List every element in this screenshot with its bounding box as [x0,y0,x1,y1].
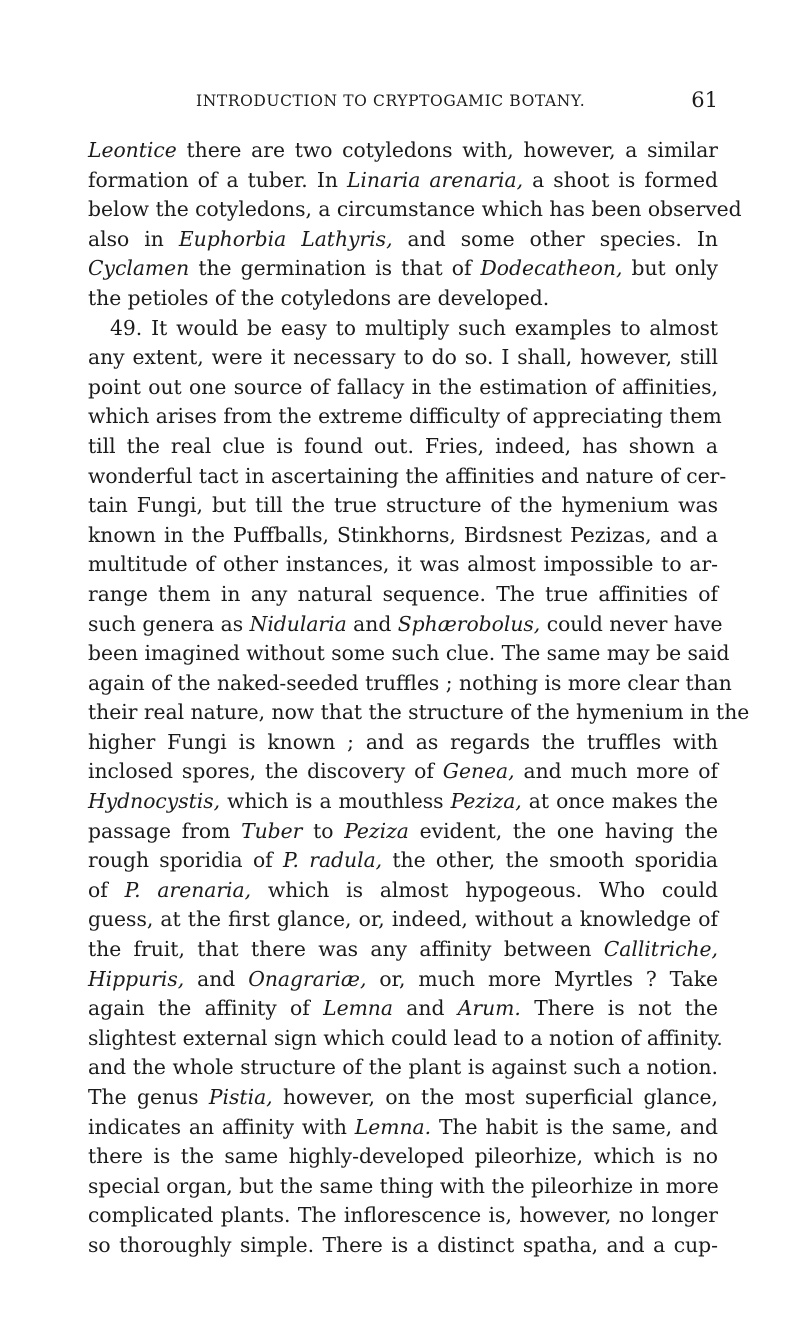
italic-term: P. arenaria, [124,877,252,902]
text-segment: known in the Puffballs, Stinkhorns, Birdsnest Pezizas, and a [88,522,718,547]
text-line [88,610,723,640]
text-segment: slightest external sign which could lead to a notion of affinity. [88,1025,723,1050]
text-segment: again the affinity of [88,996,324,1021]
text-segment: The habit is the same, and [431,1114,718,1139]
text-line [88,669,732,699]
text-segment: inclosed spores, the discovery of [88,759,443,784]
text-line [88,491,718,521]
text-segment: The genus [88,1085,209,1109]
italic-term: Linaria arenaria, [346,167,524,192]
text-line [88,550,718,580]
text-line [88,1113,718,1143]
text-segment: evident, the one having the [408,818,718,843]
italic-term: Tuber [241,818,303,843]
text-segment: the other, the smooth sporidia [382,848,718,873]
text-segment: so thoroughly simple. There is a distinct spatha, and a cup- [88,1232,718,1257]
text-line [88,817,718,847]
text-line [88,195,742,225]
text-segment: and [392,996,458,1021]
text-segment: at once makes the [521,789,718,814]
italic-term: Hippuris, [88,966,185,991]
text-line [88,225,718,255]
text-segment: multitude of other instances, it was almost impossible to ar- [88,552,718,577]
italic-term: Callitriche, [603,937,718,962]
text-segment: higher Fungi is known ; and as regards the truffles with [88,729,718,754]
italic-term: Pistia, [208,1085,273,1109]
text-segment: formation of a tuber. In [88,167,347,192]
text-segment: till the real clue is found out. Fries, indeed, has shown a [88,433,718,458]
text-segment: a shoot is formed [523,167,718,192]
text-line [88,254,718,284]
text-line [88,728,718,758]
text-segment: the petioles of the cotyledons are developed. [88,285,550,310]
text-segment: There is not the [520,996,718,1021]
text-segment: been imagined without some such clue. The same may be said [88,641,730,666]
text-segment: which arises from the extreme difficulty of appreciating them [88,404,722,429]
text-line [88,284,718,314]
text-line [88,314,718,344]
italic-term: Arum. [457,996,521,1021]
text-segment: again of the naked-seeded truffles ; nothing is more clear than [88,670,732,695]
italic-term: Sphærobolus, [397,611,541,636]
text-line [88,698,750,728]
running-title: INTRODUCTION TO CRYPTOGAMIC BOTANY. [196,92,586,110]
text-line [88,1172,718,1202]
text-segment: could never have [540,611,723,636]
text-line [88,343,718,373]
text-line [88,166,718,196]
text-segment: there is the same highly-developed pileorhize, which is no [88,1144,718,1169]
text-segment: any extent, were it necessary to do so. I shall, however, still [88,345,718,370]
italic-term: Peziza [344,818,409,843]
text-line [88,787,718,817]
text-segment: and [184,966,249,991]
text-line [88,757,718,787]
text-line [88,1083,718,1113]
text-line [88,373,718,403]
text-segment: and much more of [514,759,719,784]
text-segment: of [88,877,125,902]
italic-term: Euphorbia Lathyris, [178,226,393,251]
text-segment: passage from [88,818,242,843]
italic-term: Nidularia [249,611,347,636]
text-line [88,402,722,432]
text-segment: but only [622,256,718,281]
text-line [88,935,718,965]
text-line [88,846,718,876]
text-segment: also in [88,226,179,251]
text-segment: the germination is that of [189,256,481,281]
italic-term: Cyclamen [88,256,190,281]
text-segment: tain Fungi, but till the true structure of the hymenium was [88,493,718,518]
text-line [88,639,730,669]
text-segment: and [346,611,398,636]
italic-term: Dodecatheon, [480,256,623,281]
text-line [88,1024,723,1054]
text-line [88,521,718,551]
text-segment: special organ, but the same thing with the pileorhize in more [88,1173,719,1198]
text-segment: guess, at the first glance, or, indeed, without a knowledge of [88,907,718,932]
text-line [88,1201,718,1231]
text-line [88,965,718,995]
text-line [88,1142,718,1172]
text-segment: range them in any natural sequence. The true affinities of [88,581,718,606]
text-line [88,580,718,610]
text-segment: there are two cotyledons with, however, a similar [176,138,718,162]
text-line [88,1231,718,1261]
text-segment: rough sporidia of [88,848,283,873]
text-line [88,432,718,462]
text-segment: the fruit, that there was any affinity between [88,937,604,962]
body-text [88,136,750,1261]
italic-term: Hydnocystis, [88,789,221,814]
text-segment: indicates an affinity with [88,1114,355,1139]
italic-term: Onagrariæ, [248,966,367,991]
text-line [88,994,718,1024]
page-number: 61 [691,88,718,112]
text-segment: or, much more Myrtles ? Take [366,966,718,991]
italic-term: Leontice [88,138,177,162]
text-segment: and the whole structure of the plant is against such a notion. [88,1055,718,1080]
italic-term: Lemna [323,996,393,1021]
italic-term: Genea, [442,759,515,784]
text-line [88,1053,718,1083]
page-header [88,88,718,118]
italic-term: P. radula, [282,848,383,873]
text-segment: and some other species. In [392,226,718,251]
italic-term: Peziza, [450,789,522,814]
text-segment: however, on the most superficial glance, [272,1085,718,1109]
text-line [88,905,718,935]
text-segment: to [302,818,345,843]
text-segment: which is almost hypogeous. Who could [251,877,719,902]
text-line [88,136,718,166]
text-segment: which is a mouthless [220,789,451,814]
book-page [88,88,750,1261]
text-segment: wonderful tact in ascertaining the affinities and nature of cer- [88,463,727,488]
text-segment: their real nature, now that the structure of the hymenium in the [88,700,750,725]
text-segment: such genera as [88,611,250,636]
text-segment: below the cotyledons, a circumstance which has been observed [88,197,742,222]
text-line [88,462,727,492]
italic-term: Lemna. [354,1114,432,1139]
text-segment: 49. It would be easy to multiply such examples to almost [110,315,718,340]
text-segment: point out one source of fallacy in the estimation of affinities, [88,374,718,399]
text-line [88,876,718,906]
text-segment: complicated plants. The inflorescence is, however, no longer [88,1203,718,1228]
